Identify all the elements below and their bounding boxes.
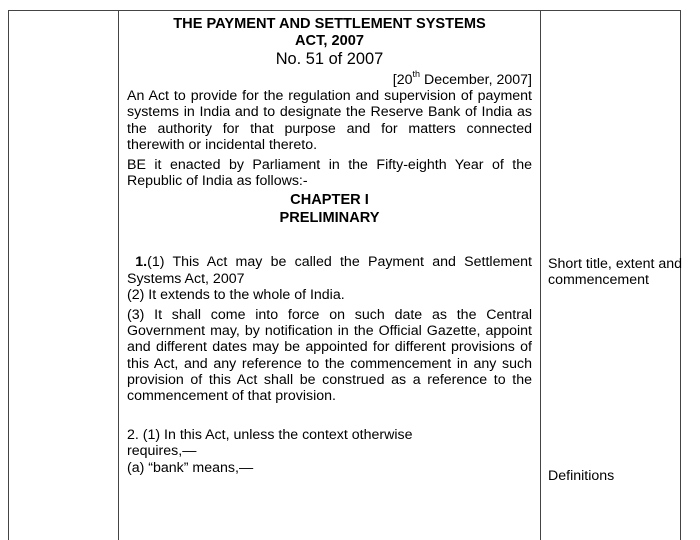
- table-left-border: [8, 10, 9, 540]
- section-1-1: [127, 254, 532, 286]
- enacting-formula: BE it enacted by Parliament in the Fifty-eighth Year of the Republic of India as follows:-: [127, 157, 532, 190]
- section-1-text: (1) This Act may be called the Payment and Settlement Systems Act, 2007: [127, 254, 532, 287]
- marginal-note-section-1: Short title, extent and commencement: [548, 256, 683, 289]
- section-1-3: (3) It shall come into force on such date as the Central Government may, by notification in the Official Gazette, appoint and different dates may be appointed for different provisions of this Act, and any reference to the commencement in any such provision of this Act shall be construed as a reference to the commencement of that provision.: [127, 307, 532, 405]
- section-2-a: (a) “bank” means,—: [127, 459, 254, 476]
- long-title: An Act to provide for the regulation and supervision of payment systems in India and to designate the Reserve Bank of India as the authority for that purpose and for matters connected therewith or incidental thereto.: [127, 88, 532, 153]
- table-top-border: [8, 10, 680, 11]
- act-title-line1: THE PAYMENT AND SETTLEMENT SYSTEMS: [173, 16, 486, 32]
- act-date: [127, 69, 532, 88]
- act-body: [127, 16, 532, 476]
- chapter-title: PRELIMINARY: [279, 210, 380, 227]
- section-1-number: 1.: [135, 254, 148, 271]
- act-title-line2: ACT, 2007: [295, 32, 364, 49]
- date-suffix: th: [412, 69, 420, 80]
- table-column-divider-right: [540, 10, 541, 540]
- table-column-divider-left: [118, 10, 119, 540]
- date-day: [20: [392, 72, 413, 88]
- section-2-1: 2. (1) In this Act, unless the context otherwise requires,—: [127, 427, 413, 460]
- chapter-heading: CHAPTER I: [290, 192, 369, 209]
- section-1-2: (2) It extends to the whole of India.: [127, 286, 345, 303]
- act-number: No. 51 of 2007: [275, 50, 384, 68]
- date-month-year: December, 2007]: [420, 72, 532, 88]
- marginal-note-section-2: Definitions: [548, 468, 615, 484]
